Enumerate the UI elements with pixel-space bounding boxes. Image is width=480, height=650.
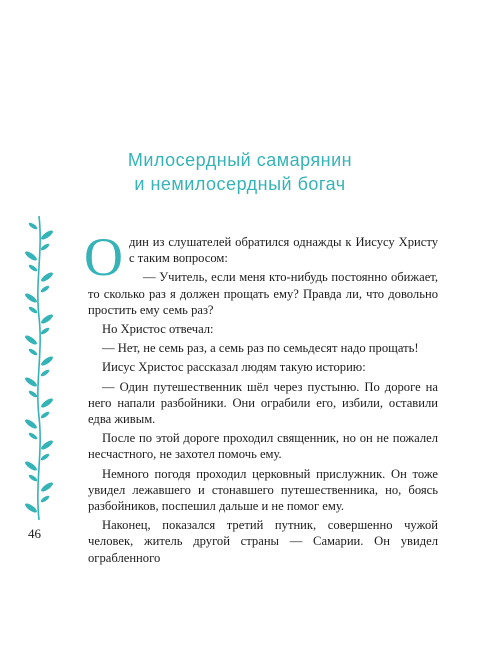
vine-leaf (24, 418, 38, 430)
chapter-title (0, 148, 480, 196)
vine-leaf (28, 305, 38, 314)
vine-leaf (24, 250, 38, 262)
drop-cap: О (84, 227, 123, 287)
paragraph: — Нет, не семь раз, а семь раз по семьдесят надо прощать! (102, 341, 419, 356)
vine-leaf (24, 460, 38, 472)
paragraph: Иисус Христос рассказал людям такую историю: (102, 360, 366, 375)
paragraph: Но Христос отвечал: (102, 322, 214, 337)
vine-leaf (28, 347, 38, 356)
paragraph (84, 227, 438, 287)
paragraph: После по этой дороге проходил священник, но он не пожалел несчастного, не захотел помочь ему. (88, 431, 438, 462)
paragraph: Немного погодя проходил церковный прислужник. Он тоже увидел лежавшего и стонавшего путешественника, но, боясь разбойников, поспешил дальше и не помог ему. (88, 466, 438, 514)
vine-leaf (28, 263, 38, 272)
vine-leaf (24, 334, 38, 346)
paragraph: Наконец, показался третий путник, совершенно чужой человек, житель другой страны — Самарии. Он увидел ограбленного (88, 518, 438, 565)
vine-leaf (40, 397, 54, 409)
vine-leaf (40, 326, 50, 335)
vine-leaf (40, 439, 54, 451)
vine-stem (38, 216, 40, 520)
vine-leaf (40, 229, 54, 241)
vine-leaf (24, 502, 38, 514)
vine-leaf (28, 473, 38, 482)
vine-leaf (40, 494, 50, 503)
vine-leaf (40, 313, 54, 325)
vine-leaf (24, 376, 38, 388)
chapter-title-line-1: Милосердный самарянин (127, 150, 353, 170)
vine-leaf (40, 368, 50, 377)
vine-leaf (40, 481, 54, 493)
paragraph-text: дин из слушателей обратился однажды к Иисусу Христу с таким вопросом: (129, 235, 438, 266)
vine-leaf (24, 292, 38, 304)
vine-leaf (40, 271, 54, 283)
page-number: 46 (28, 526, 41, 541)
paragraph: — Учитель, если меня кто-нибудь постоянно обижает, то сколько раз я должен прощать ему? Правда ли, что довольно простить ему семь раз? (88, 270, 438, 317)
vine-leaf (28, 431, 38, 440)
vine-leaf (28, 221, 38, 230)
vine-leaf (40, 355, 54, 367)
story-text (84, 227, 438, 569)
vine-leaf (40, 452, 50, 461)
vine-leaf (40, 242, 50, 251)
paragraph: — Один путешественник шёл через пустыню. По дороге на него напали разбойники. Они ограбили его, избили, оставили едва живым. (88, 379, 438, 427)
chapter-title-line-2: и немилосердный богач (134, 174, 346, 194)
vine-ornament (20, 212, 58, 522)
vine-leaf (28, 389, 38, 398)
vine-leaf (40, 284, 50, 293)
vine-leaf (40, 410, 50, 419)
